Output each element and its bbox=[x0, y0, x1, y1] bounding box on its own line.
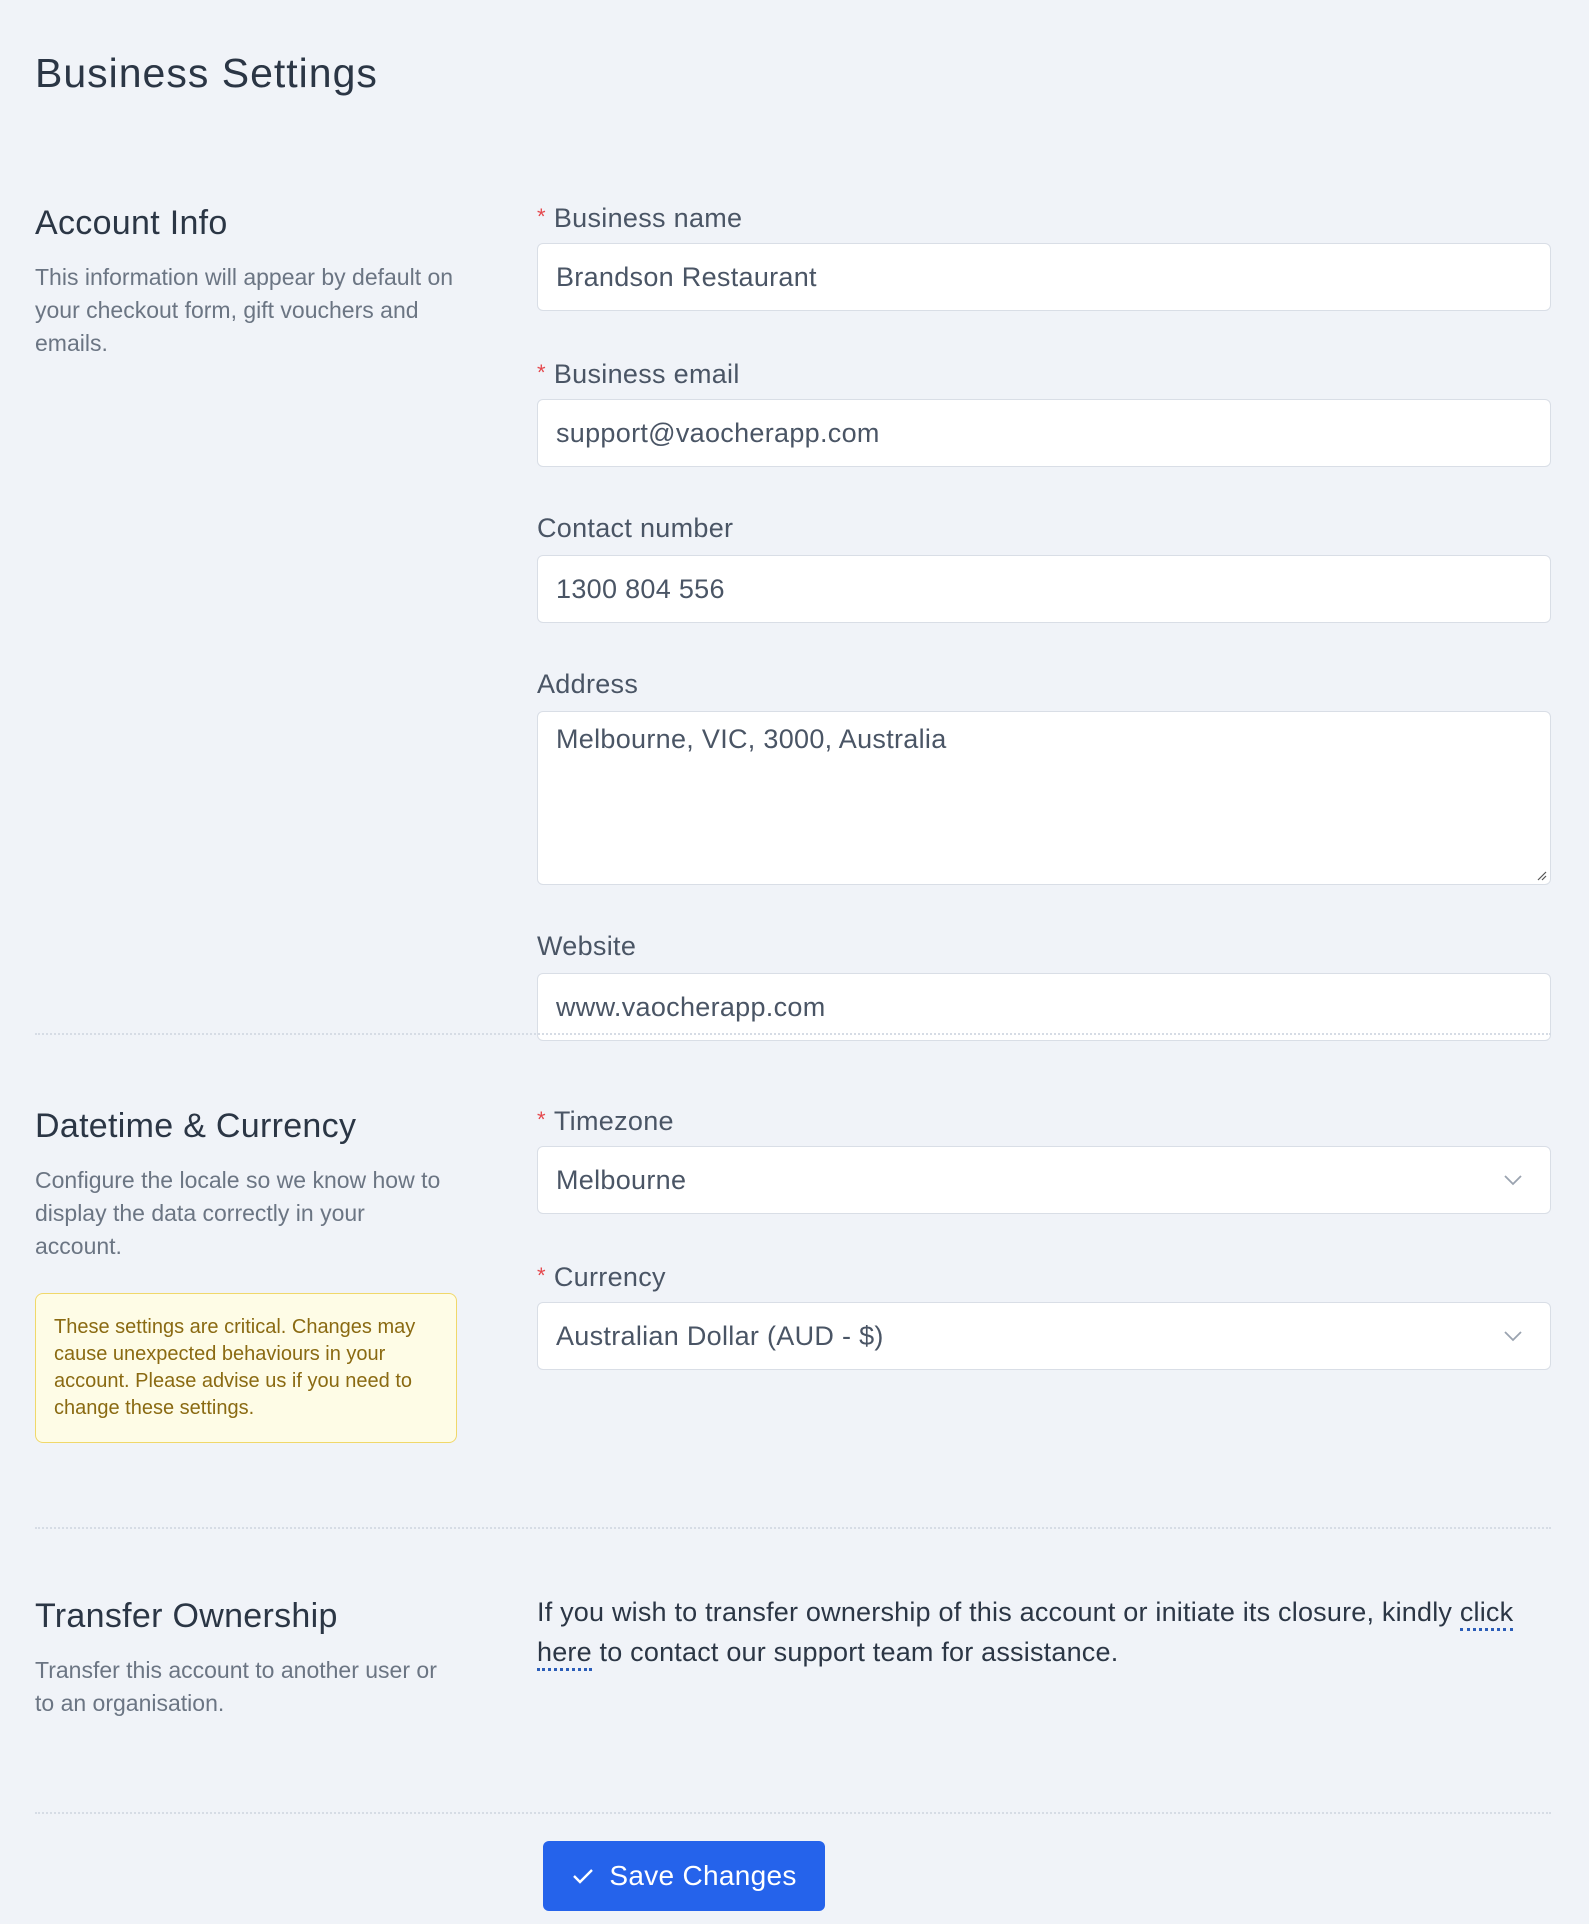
contact-support-link[interactable]: click here bbox=[537, 1597, 1513, 1671]
timezone-select[interactable] bbox=[537, 1146, 1551, 1214]
save-changes-button[interactable] bbox=[543, 1841, 825, 1911]
transfer-ownership-content bbox=[537, 1592, 1551, 1672]
transfer-ownership-text bbox=[537, 1592, 1551, 1672]
required-marker: * bbox=[537, 1107, 546, 1132]
business-name-field bbox=[537, 200, 1551, 311]
resize-handle-icon[interactable] bbox=[1535, 869, 1547, 881]
website-input[interactable]: www.vaocherapp.com bbox=[537, 973, 1551, 1041]
business-name-label-text: Business name bbox=[553, 203, 743, 233]
account-info-description: This information will appear by default on your checkout form, gift vouchers and emails. bbox=[35, 264, 454, 356]
contact-number-input[interactable]: 1300 804 556 bbox=[537, 555, 1551, 623]
currency-label bbox=[537, 1259, 1551, 1292]
business-email-label-text: Business email bbox=[553, 359, 740, 389]
contact-number-label: Contact number bbox=[537, 513, 734, 543]
address-textarea[interactable] bbox=[537, 711, 1551, 885]
transfer-ownership-heading: Transfer Ownership bbox=[35, 1597, 338, 1635]
currency-select[interactable] bbox=[537, 1302, 1551, 1370]
business-name-label bbox=[537, 200, 1551, 233]
account-info-intro bbox=[35, 204, 465, 360]
transfer-text-after: to contact our support team for assistance. bbox=[591, 1637, 1119, 1667]
section-divider bbox=[35, 1812, 1551, 1814]
account-info-heading: Account Info bbox=[35, 204, 228, 242]
timezone-label-text: Timezone bbox=[553, 1106, 674, 1136]
chevron-down-icon bbox=[1502, 1169, 1524, 1191]
required-marker: * bbox=[537, 360, 546, 385]
address-field bbox=[537, 668, 1551, 885]
contact-number-field bbox=[537, 512, 1551, 623]
save-changes-label: Save Changes bbox=[609, 1860, 797, 1891]
datetime-currency-heading: Datetime & Currency bbox=[35, 1107, 357, 1145]
chevron-down-icon bbox=[1502, 1325, 1524, 1347]
page-title: Business Settings bbox=[35, 50, 378, 96]
business-email-input[interactable]: support@vaocherapp.com bbox=[537, 399, 1551, 467]
business-name-input[interactable]: Brandson Restaurant bbox=[537, 243, 1551, 311]
address-value: Melbourne, VIC, 3000, Australia bbox=[556, 724, 947, 754]
website-label: Website bbox=[537, 931, 637, 961]
critical-settings-warning: These settings are critical. Changes may cause unexpected behaviours in your account. Please advise us if you need to change these settings. bbox=[35, 1293, 457, 1443]
section-divider bbox=[35, 1033, 1551, 1035]
timezone-label bbox=[537, 1103, 1551, 1136]
address-label: Address bbox=[537, 669, 639, 699]
currency-label-text: Currency bbox=[553, 1262, 666, 1292]
transfer-ownership-intro bbox=[35, 1597, 465, 1720]
datetime-currency-intro bbox=[35, 1107, 465, 1443]
datetime-currency-description: Configure the locale so we know how to display the data correctly in your account. bbox=[35, 1167, 441, 1259]
currency-field bbox=[537, 1259, 1551, 1370]
datetime-currency-form bbox=[537, 1103, 1551, 1370]
required-marker: * bbox=[537, 204, 546, 229]
transfer-ownership-description: Transfer this account to another user or to an organisation. bbox=[35, 1657, 437, 1716]
required-marker: * bbox=[537, 1263, 546, 1288]
business-email-label bbox=[537, 356, 1551, 389]
timezone-selected-value: Melbourne bbox=[556, 1164, 687, 1195]
website-field bbox=[537, 930, 1551, 1041]
section-divider bbox=[35, 1527, 1551, 1529]
transfer-text-before: If you wish to transfer ownership of this account or initiate its closure, kindly bbox=[537, 1597, 1460, 1627]
currency-selected-value: Australian Dollar (AUD - $) bbox=[556, 1320, 884, 1351]
business-email-field bbox=[537, 356, 1551, 467]
timezone-field bbox=[537, 1103, 1551, 1214]
check-icon bbox=[571, 1864, 595, 1888]
account-info-form bbox=[537, 200, 1551, 1041]
